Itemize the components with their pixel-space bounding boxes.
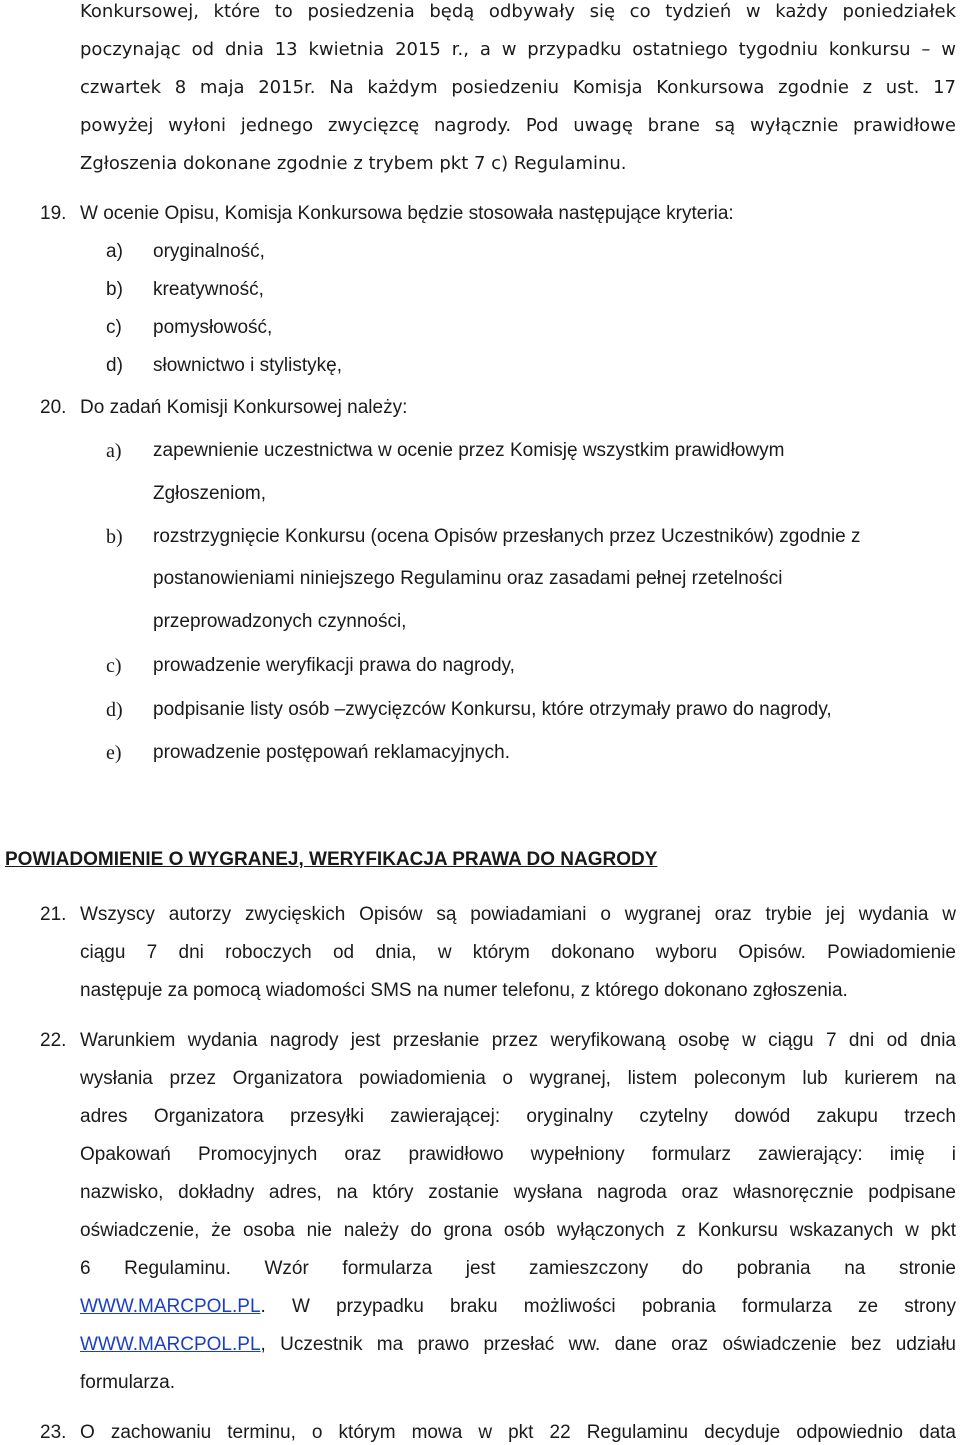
point-22-line-4: Opakowań Promocyjnych oraz prawidłowo wypełniony formularz zawierający: imię i	[80, 1144, 956, 1165]
intro-line-5: Zgłoszenia dokonane zgodnie z trybem pkt 7 c) Regulaminu.	[80, 153, 627, 174]
point-19-item-d-label: d)	[106, 355, 123, 376]
intro-line-1: Konkursowej, które to posiedzenia będą odbywały się co tydzień w każdy poniedziałek	[80, 1, 956, 22]
point-22-line-1: Warunkiem wydania nagrody jest przesłanie przez weryfikowaną osobę w ciągu 7 dni od dnia	[80, 1030, 956, 1051]
point-22-line-9-text: , Uczestnik ma prawo przesłać ww. dane oraz oświadczenie bez udziału	[260, 1334, 956, 1355]
point-22-line-2: wysłania przez Organizatora powiadomienia o wygranej, listem poleconym lub kurierem na	[80, 1068, 956, 1089]
point-20-item-b-line-3: przeprowadzonych czynności,	[153, 611, 407, 632]
point-19-text: W ocenie Opisu, Komisja Konkursowa będzie stosowała następujące kryteria:	[80, 203, 734, 224]
point-22-line-8	[80, 1295, 956, 1319]
point-20-item-a-line-2: Zgłoszeniom,	[153, 483, 266, 504]
point-21-line-2: ciągu 7 dni roboczych od dnia, w którym dokonano wyboru Opisów. Powiadomienie	[80, 942, 956, 963]
point-20-item-b-label: b)	[106, 526, 123, 548]
point-22-line-8-text: . W przypadku braku możliwości pobrania formularza ze strony	[260, 1296, 956, 1317]
point-19-item-c-label: c)	[106, 317, 122, 338]
point-23-text: O zachowaniu terminu, o którym mowa w pkt 22 Regulaminu decyduje odpowiednio data	[80, 1422, 956, 1443]
point-20-item-b-line-2: postanowieniami niniejszego Regulaminu oraz zasadami pełnej rzetelności	[153, 568, 783, 589]
point-22-line-5: nazwisko, dokładny adres, na który zostanie wysłana nagroda oraz własnoręcznie podpisane	[80, 1182, 956, 1203]
point-22-line-9	[80, 1333, 956, 1357]
point-21-number: 21.	[40, 904, 67, 925]
point-22-line-10: formularza.	[80, 1372, 176, 1393]
intro-line-4: powyżej wyłoni jednego zwycięzcę nagrody. Pod uwagę brane są wyłącznie prawidłowe	[80, 115, 956, 136]
point-20-item-a-label: a)	[106, 440, 122, 462]
marcpol-link-1[interactable]: WWW.MARCPOL.PL	[80, 1296, 261, 1317]
point-19-item-b: kreatywność,	[153, 279, 264, 300]
point-20-number: 20.	[40, 397, 67, 418]
intro-line-3: czwartek 8 maja 2015r. Na każdym posiedzeniu Komisja Konkursowa zgodnie z ust. 17	[80, 77, 956, 98]
point-20-item-e-line-1: prowadzenie postępowań reklamacyjnych.	[153, 742, 510, 763]
point-20-text: Do zadań Komisji Konkursowej należy:	[80, 397, 408, 418]
point-20-item-c-line-1: prowadzenie weryfikacji prawa do nagrody,	[153, 655, 515, 676]
point-20-item-d-label: d)	[106, 699, 123, 721]
point-19-number: 19.	[40, 203, 67, 224]
intro-line-2: poczynając od dnia 13 kwietnia 2015 r., a w przypadku ostatniego tygodniu konkursu – w	[80, 39, 956, 60]
marcpol-link-2[interactable]: WWW.MARCPOL.PL	[80, 1334, 261, 1355]
point-19-item-b-label: b)	[106, 279, 123, 300]
point-20-item-e-label: e)	[106, 742, 122, 764]
point-20-item-a-line-1: zapewnienie uczestnictwa w ocenie przez Komisję wszystkim prawidłowym	[153, 440, 785, 461]
point-21-line-3: następuje za pomocą wiadomości SMS na numer telefonu, z którego dokonano zgłoszenia.	[80, 980, 848, 1001]
point-21-line-1: Wszyscy autorzy zwycięskich Opisów są powiadamiani o wygranej oraz trybie jej wydania w	[80, 904, 956, 925]
point-22-number: 22.	[40, 1030, 67, 1051]
point-20-item-b-line-1: rozstrzygnięcie Konkursu (ocena Opisów przesłanych przez Uczestników) zgodnie z	[153, 526, 861, 547]
point-19-item-a-label: a)	[106, 241, 123, 262]
section-heading: POWIADOMIENIE O WYGRANEJ, WERYFIKACJA PRAWA DO NAGRODY	[5, 849, 658, 870]
point-19-item-a: oryginalność,	[153, 241, 265, 262]
point-22-line-3: adres Organizatora przesyłki zawierającej: oryginalny czytelny dowód zakupu trzech	[80, 1106, 956, 1127]
point-19-item-d: słownictwo i stylistykę,	[153, 355, 342, 376]
point-22-line-6: oświadczenie, że osoba nie należy do grona osób wyłączonych z Konkursu wskazanych w pkt	[80, 1220, 956, 1241]
point-19-item-c: pomysłowość,	[153, 317, 273, 338]
point-22-line-7: 6 Regulaminu. Wzór formularza jest zamieszczony do pobrania na stronie	[80, 1258, 956, 1279]
point-20-item-d-line-1: podpisanie listy osób –zwycięzców Konkursu, które otrzymały prawo do nagrody,	[153, 699, 832, 720]
point-23-number: 23.	[40, 1422, 67, 1443]
point-20-item-c-label: c)	[106, 655, 122, 677]
